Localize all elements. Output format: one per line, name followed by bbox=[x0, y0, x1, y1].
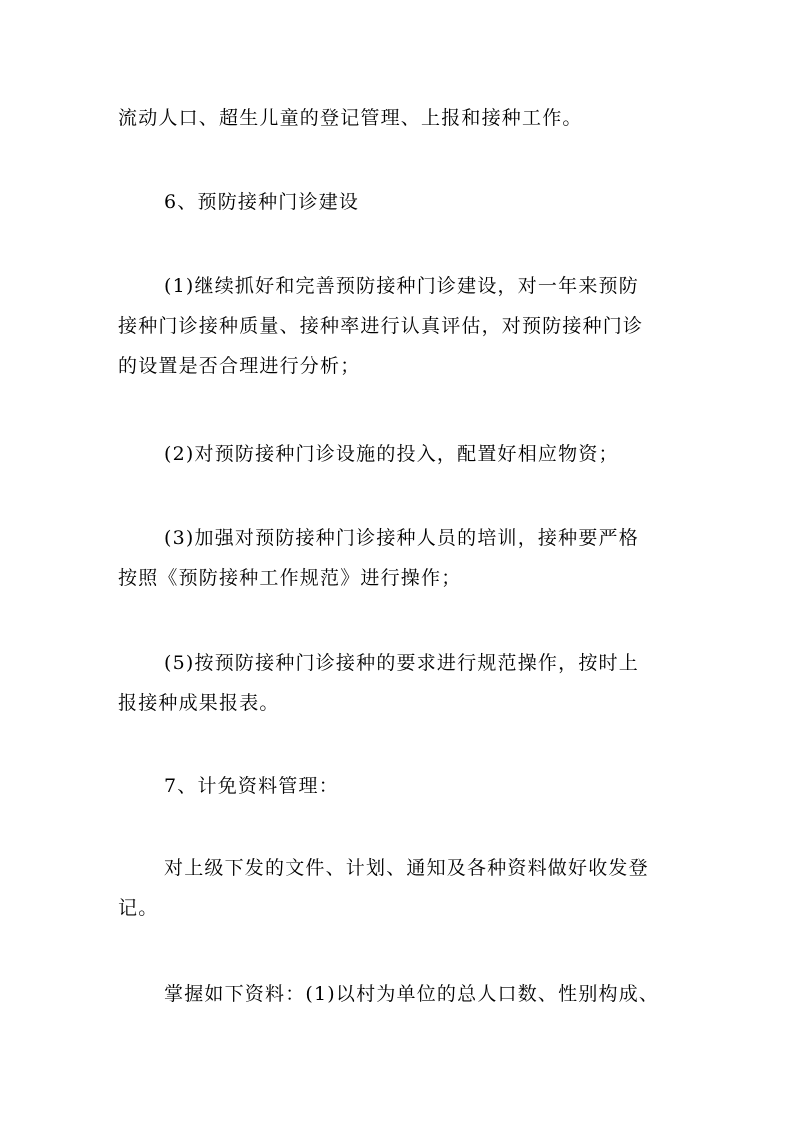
text-line: (5)按预防接种门诊接种的要求进行规范操作，按时上 bbox=[164, 652, 639, 674]
text-line: 7、计免资料管理： bbox=[164, 775, 339, 797]
paragraph-item-2 bbox=[118, 434, 730, 474]
text-line: 6、预防接种门诊建设 bbox=[164, 191, 360, 213]
text-line: (1)继续抓好和完善预防接种门诊建设，对一年来预防 bbox=[164, 275, 639, 297]
paragraph-data-list bbox=[118, 974, 730, 1014]
text-line: (3)加强对预防接种门诊接种人员的培训，接种要严格 bbox=[164, 527, 639, 549]
paragraph-item-5 bbox=[118, 643, 684, 723]
text-line: 掌握如下资料：(1)以村为单位的总人口数、性别构成、 bbox=[164, 983, 660, 1005]
text-line: 接种门诊接种质量、接种率进行认真评估，对预防接种门诊 bbox=[118, 315, 644, 337]
paragraph-continuation bbox=[118, 98, 684, 138]
text-line: (2)对预防接种门诊设施的投入，配置好相应物资； bbox=[164, 443, 619, 465]
text-line: 记。 bbox=[118, 897, 159, 919]
section-heading-6 bbox=[118, 182, 730, 222]
text-line: 流动人口、超生儿童的登记管理、上报和接种工作。 bbox=[118, 107, 583, 129]
paragraph-item-1 bbox=[118, 266, 684, 386]
text-line: 报接种成果报表。 bbox=[118, 692, 280, 714]
text-line: 的设置是否合理进行分析； bbox=[118, 355, 361, 377]
text-line: 按照《预防接种工作规范》进行操作； bbox=[118, 567, 462, 589]
section-heading-7 bbox=[118, 766, 730, 806]
paragraph-item-3 bbox=[118, 518, 684, 598]
text-line: 对上级下发的文件、计划、通知及各种资料做好收发登 bbox=[164, 857, 649, 879]
paragraph-documents bbox=[118, 848, 684, 928]
